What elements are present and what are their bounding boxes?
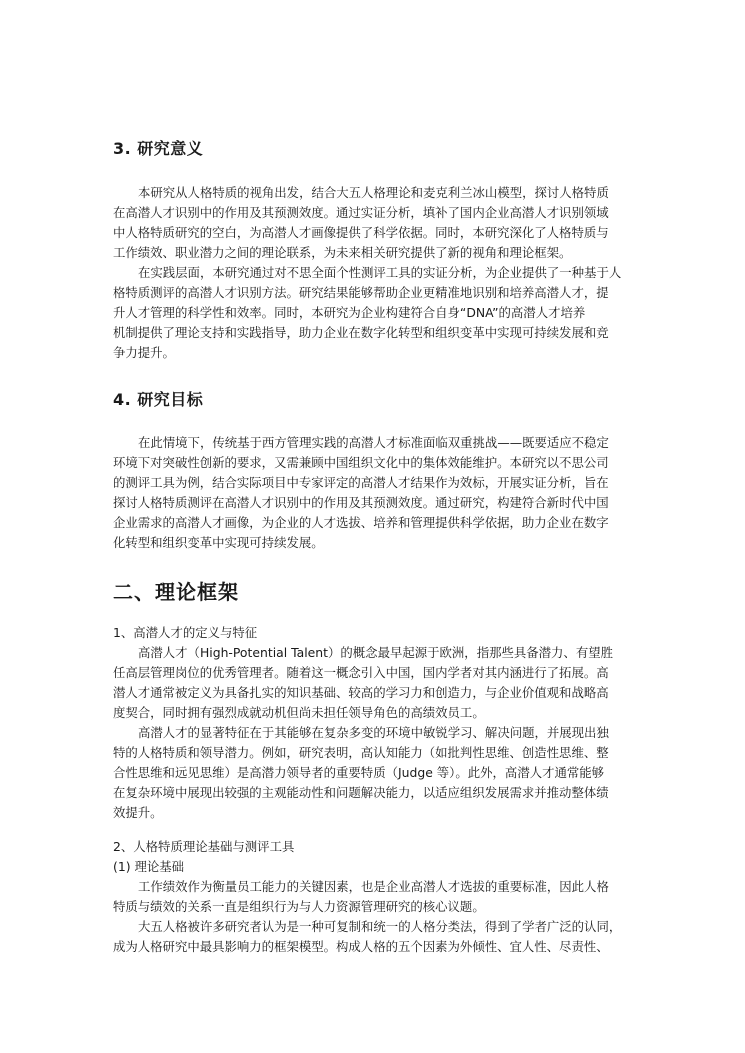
text-line: 在实践层面，本研究通过对不思全面个性测评工具的实证分析，为企业提供了一种基于人	[138, 265, 622, 280]
paragraph-research-goals	[113, 433, 633, 553]
text-line: 合性思维和远见思维）是高潜力领导者的重要特质（Judge 等）。此外，高潜人才通常能够	[113, 765, 605, 780]
text-line: 中人格特质研究的空白，为高潜人才画像提供了科学依据。同时，本研究深化了人格特质与	[113, 225, 609, 240]
text-line: 效提升。	[113, 805, 163, 820]
text-line: 机制提供了理论支持和实践指导，助力企业在数字化转型和组织变革中实现可持续发展和竞	[113, 325, 609, 340]
text-line: 高潜人才（High-Potential Talent）的概念最早起源于欧洲，指那些具备潜力、有望胜	[138, 645, 613, 660]
text-line: 成为人格研究中最具影响力的框架模型。构成人格的五个因素为外倾性、宜人性、尽责性、	[113, 939, 609, 954]
text-line: 度契合，同时拥有强烈成就动机但尚未担任领导角色的高绩效员工。	[113, 705, 485, 720]
text-line: 企业需求的高潜人才画像，为企业的人才选拔、培养和管理提供科学依据，助力企业在数字	[113, 515, 609, 530]
subsection-heading-high-potential-definition: 1、高潜人才的定义与特征	[113, 625, 258, 640]
text-line: 格特质测评的高潜人才识别方法。研究结果能够帮助企业更精准地识别和培养高潜人才，提	[113, 285, 609, 300]
section-heading-research-goals: 4. 研究目标	[113, 390, 204, 409]
text-line: 化转型和组织变革中实现可持续发展。	[113, 535, 324, 550]
text-line: 的测评工具为例，结合实际项目中专家评定的高潜人才结果作为效标，开展实证分析，旨在	[113, 475, 609, 490]
text-line: 工作绩效、职业潜力之间的理论联系，为未来相关研究提供了新的视角和理论框架。	[113, 245, 572, 260]
text-line: 争力提升。	[113, 345, 175, 360]
text-line: 工作绩效作为衡量员工能力的关键因素，也是企业高潜人才选拔的重要标准，因此人格	[138, 879, 609, 894]
chapter-heading-theoretical-framework: 二、理论框架	[113, 580, 239, 604]
text-line: 潜人才通常被定义为具备扎实的知识基础、较高的学习力和创造力，与企业价值观和战略高	[113, 685, 609, 700]
text-line: 在高潜人才识别中的作用及其预测效度。通过实证分析，填补了国内企业高潜人才识别领域	[113, 205, 609, 220]
text-line: 在此情境下，传统基于西方管理实践的高潜人才标准面临双重挑战——既要适应不稳定	[138, 435, 609, 450]
subsection-heading-personality-theory: 2、人格特质理论基础与测评工具	[113, 839, 295, 854]
paragraph-high-potential-definition	[113, 643, 633, 723]
section-heading-research-significance: 3. 研究意义	[113, 139, 204, 158]
text-line: 升人才管理的科学性和效率。同时，本研究为企业构建符合自身“DNA”的高潜人才培养	[113, 305, 586, 320]
paragraph-significance-theory	[113, 183, 633, 263]
text-line: 高潜人才的显著特征在于其能够在复杂多变的环境中敏锐学习、解决问题，并展现出独	[138, 725, 609, 740]
paragraph-high-potential-features	[113, 723, 633, 823]
paragraph-big-five	[113, 917, 633, 957]
subsection-heading-theory-basis: (1) 理论基础	[113, 859, 185, 874]
text-line: 大五人格被许多研究者认为是一种可复制和统一的人格分类法，得到了学者广泛的认同，	[138, 919, 622, 934]
text-line: 本研究从人格特质的视角出发，结合大五人格理论和麦克利兰冰山模型，探讨人格特质	[138, 185, 609, 200]
text-line: 在复杂环境中展现出较强的主观能动性和问题解决能力，以适应组织发展需求并推动整体绩	[113, 785, 609, 800]
text-line: 探讨人格特质测评在高潜人才识别中的作用及其预测效度。通过研究，构建符合新时代中国	[113, 495, 609, 510]
text-line: 任高层管理岗位的优秀管理者。随着这一概念引入中国，国内学者对其内涵进行了拓展。高	[113, 665, 609, 680]
text-line: 特质与绩效的关系一直是组织行为与人力资源管理研究的核心议题。	[113, 899, 485, 914]
paragraph-performance-relation	[113, 877, 633, 917]
text-line: 环境下对突破性创新的要求，又需兼顾中国组织文化中的集体效能维护。本研究以不思公司	[113, 455, 609, 470]
paragraph-significance-practice	[113, 263, 633, 363]
text-line: 特的人格特质和领导潜力。例如，研究表明，高认知能力（如批判性思维、创造性思维、整	[113, 745, 609, 760]
